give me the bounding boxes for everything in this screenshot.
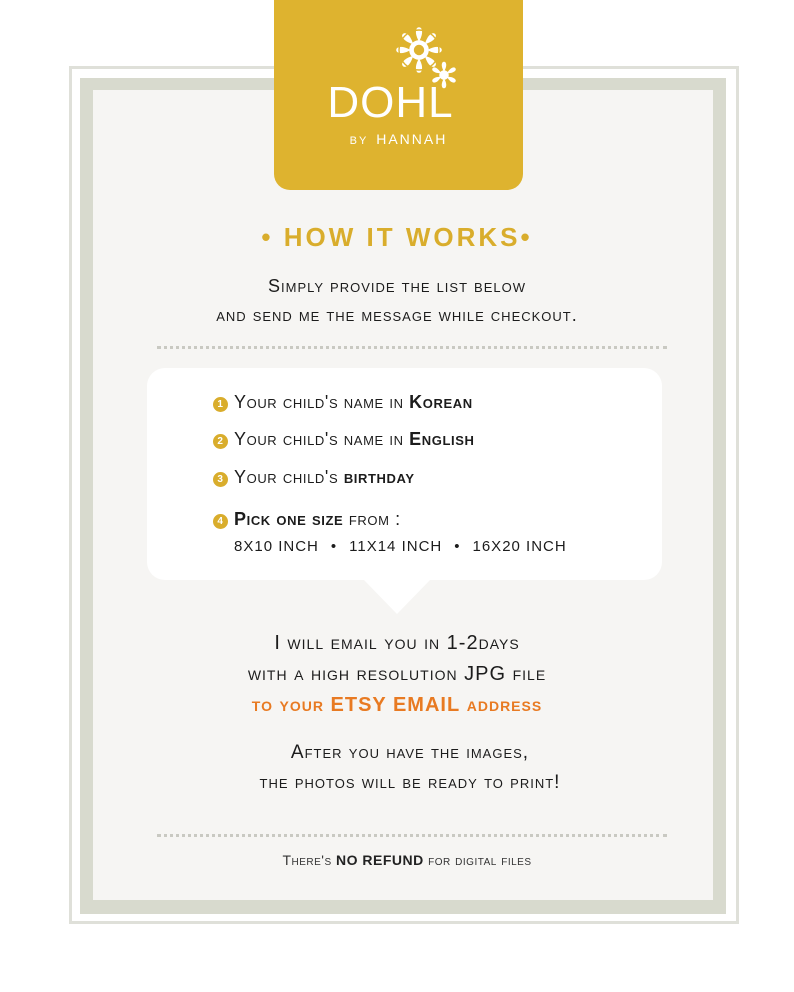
size-separator: • — [454, 538, 461, 555]
email-etsy: ETSY EMAIL — [330, 694, 461, 716]
step-number-badge: 3 — [213, 472, 228, 487]
step-text: Your child's name in — [234, 392, 410, 412]
after-line-2: the photos will be ready to print! — [259, 772, 561, 793]
step-bold-text: Korean — [409, 392, 473, 412]
logo-subtitle — [274, 131, 523, 147]
size-separator: • — [330, 538, 338, 555]
step-bold-text: Pick one size — [234, 509, 344, 529]
size-option: 16X20 INCH — [472, 538, 567, 555]
step-number-badge: 4 — [213, 514, 228, 529]
size-options — [234, 538, 567, 555]
step-item-2 — [213, 429, 475, 450]
after-line-1: After you have the images, — [290, 742, 530, 763]
intro-text — [0, 272, 794, 330]
email-post: address — [460, 694, 543, 716]
refund-post: for digital files — [423, 852, 532, 868]
refund-bold: NO REFUND — [336, 852, 424, 868]
size-option: 8X10 INCH — [234, 538, 319, 555]
step-text: Your child's name in — [234, 429, 410, 449]
section-title: • HOW IT WORKS• — [261, 222, 533, 252]
email-info — [0, 628, 794, 721]
refund-notice — [0, 852, 794, 868]
refund-pre: There's — [282, 852, 337, 868]
step-text: from : — [343, 509, 401, 529]
step-text: Your child's — [234, 467, 344, 487]
after-info — [0, 738, 794, 798]
step-number-badge: 1 — [213, 397, 228, 412]
step-bold-text: birthday — [343, 467, 415, 487]
dotted-divider-bottom — [157, 834, 667, 837]
step-number-badge: 2 — [213, 434, 228, 449]
size-option: 11X14 INCH — [349, 538, 443, 555]
email-line-2: with a high resolution JPG file — [247, 663, 547, 685]
logo-badge — [274, 0, 523, 190]
dotted-divider-top — [157, 346, 667, 349]
intro-line-2: and send me the message while checkout. — [216, 305, 578, 325]
step-item-1 — [213, 392, 473, 413]
email-line-1: I will email you in 1-2days — [274, 632, 520, 654]
logo-brand: DOHL — [327, 78, 454, 127]
step-item-4 — [213, 509, 401, 530]
logo-by: BY — [349, 135, 369, 147]
email-pre: to your — [251, 694, 331, 716]
arrow-down-icon — [364, 580, 430, 614]
step-bold-text: English — [409, 429, 475, 449]
logo-name: HANNAH — [376, 131, 448, 147]
email-line-3 — [0, 690, 794, 721]
intro-line-1: Simply provide the list below — [268, 276, 526, 296]
step-item-3 — [213, 467, 415, 488]
